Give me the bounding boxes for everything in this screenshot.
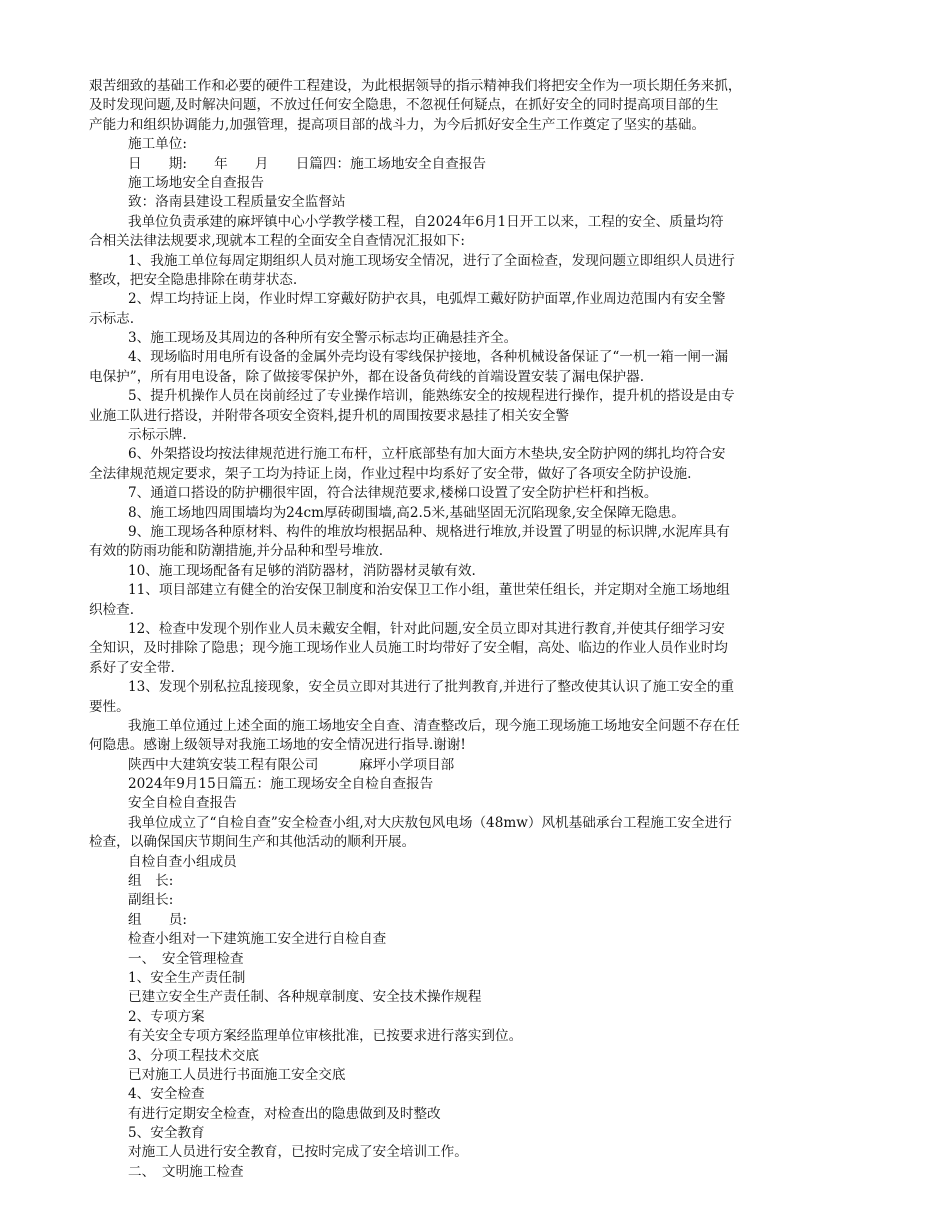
text-line: 4、安全检查 xyxy=(128,1086,205,1103)
text-line: 3、分项工程技术交底 xyxy=(128,1047,259,1064)
text-line: 业施工队进行搭设，并附带各项安全资料,提升机的周围按要求悬挂了相关安全警 xyxy=(89,407,570,424)
text-line: 致：洛南县建设工程质量安全监督站 xyxy=(128,194,346,211)
text-line: 4、现场临时用电所有设备的金属外壳均设有零线保护接地，各种机械设备保证了“一机一箱一闸一漏 xyxy=(128,349,729,366)
text-line: 我单位成立了“自检自查”安全检查小组,对大庆敖包风电场（48mw）风机基础承台工程施工安全进行 xyxy=(128,814,732,831)
text-line: 检查小组对一下建筑施工安全进行自检自查 xyxy=(128,931,387,948)
text-line: 10、施工现场配备有足够的消防器材，消防器材灵敏有效. xyxy=(128,562,476,579)
text-line: 1、我施工单位每周定期组织人员对施工现场安全情况，进行了全面检查，发现问题立即组织人员进行 xyxy=(128,252,735,269)
text-line: 6、外架搭设均按法律规范进行施工布杆，立杆底部垫有加大面方木垫块,安全防护网的绑扎均符合安 xyxy=(128,446,726,463)
text-line: 2、专项方案 xyxy=(128,1008,205,1025)
text-line: 日 期: 年 月 日篇四：施工场地安全自查报告 xyxy=(128,155,487,172)
text-line: 11、项目部建立有健全的治安保卫制度和治安保卫工作小组，董世荣任组长，并定期对全施工场地组 xyxy=(128,582,730,599)
text-line: 组 长: xyxy=(128,873,174,890)
text-line: 1、安全生产责任制 xyxy=(128,969,246,986)
text-line: 陕西中大建筑安装工程有限公司 麻坪小学项目部 xyxy=(128,756,455,773)
text-line: 副组长: xyxy=(128,892,174,909)
text-line: 艰苦细致的基础工作和必要的硬件工程建设，为此根据领导的指示精神我们将把安全作为一项长期任务来抓， xyxy=(89,78,742,94)
text-line: 3、施工现场及其周边的各种所有安全警示标志均正确悬挂齐全。 xyxy=(128,330,518,347)
text-line: 2024年9月15日篇五：施工现场安全自检自查报告 xyxy=(128,776,434,793)
text-line: 对施工人员进行安全教育，已按时完成了安全培训工作。 xyxy=(128,1144,468,1161)
text-line: 一、 安全管理检查 xyxy=(128,950,244,967)
text-line: 9、施工现场各种原材料、构件的堆放均根据品种、规格进行堆放,并设置了明显的标识牌,水泥库具有 xyxy=(128,523,730,540)
text-line: 织检查. xyxy=(89,601,135,618)
text-line: 我单位负责承建的麻坪镇中心小学教学楼工程，自2024年6月1日开工以来，工程的安全、质量均符 xyxy=(128,213,724,230)
text-line: 整改，把安全隐患排除在萌芽状态. xyxy=(89,271,298,288)
text-line: 何隐患。感谢上级领导对我施工场地的安全情况进行指导.谢谢! xyxy=(89,737,466,754)
text-line: 施工单位: xyxy=(128,136,187,153)
text-line: 要性。 xyxy=(89,698,130,715)
text-line: 电保护”，所有用电设备，除了做接零保护外，都在设备负荷线的首端设置安装了漏电保护器. xyxy=(89,368,645,385)
text-line: 施工场地安全自查报告 xyxy=(128,174,264,191)
text-line: 合相关法律法规要求,现就本工程的全面安全自查情况汇报如下: xyxy=(89,233,465,250)
text-line: 系好了安全带. xyxy=(89,659,175,676)
text-line: 检查，以确保国庆节期间生产和其他活动的顺利开展。 xyxy=(89,834,416,851)
text-line: 全法律规范规定要求，架子工均为持证上岗，作业过程中均系好了安全带，做好了各项安全防护设施. xyxy=(89,465,692,482)
text-line: 有关安全专项方案经监理单位审核批准，已按要求进行落实到位。 xyxy=(128,1028,523,1045)
text-line: 二、 文明施工检查 xyxy=(128,1163,244,1180)
text-line: 有效的防雨功能和防潮措施,并分品种和型号堆放. xyxy=(89,543,384,560)
text-line: 已建立安全生产责任制、各种规章制度、安全技术操作规程 xyxy=(128,989,482,1006)
text-line: 2、焊工均持证上岗，作业时焊工穿戴好防护衣具，电弧焊工戴好防护面罩,作业周边范围内有安全警 xyxy=(128,291,726,308)
text-line: 5、安全教育 xyxy=(128,1125,205,1142)
text-line: 示标志. xyxy=(89,310,135,327)
text-line: 5、提升机操作人员在岗前经过了专业操作培训，能熟练安全的按规程进行操作，提升机的搭设是由专 xyxy=(128,388,735,405)
text-line: 12、检查中发现个别作业人员未戴安全帽，针对此问题,安全员立即对其进行教育,并使其仔细学习安 xyxy=(128,620,725,637)
text-line: 7、通道口搭设的防护棚很牢固，符合法律规范要求,楼梯口设置了安全防护栏杆和挡板。 xyxy=(128,485,658,502)
text-line: 8、施工场地四周围墙均为24cm厚砖砌围墙,高2.5米,基础坚固无沉陷现象,安全保障无隐患。 xyxy=(128,504,685,521)
text-line: 13、发现个别私拉乱接现象，安全员立即对其进行了批判教育,并进行了整改使其认识了施工安全的重 xyxy=(128,679,735,696)
text-line: 全知识，及时排除了隐患；现今施工现场作业人员施工时均带好了安全帽，高处、临边的作业人员作业时均 xyxy=(89,640,728,657)
document-body xyxy=(89,77,864,1182)
text-line: 已对施工人员进行书面施工安全交底 xyxy=(128,1066,346,1083)
text-line: 组 员: xyxy=(128,911,187,928)
text-line: 产能力和组织协调能力,加强管理，提高项目部的战斗力，为今后抓好安全生产工作奠定了坚实的基础。 xyxy=(89,116,706,133)
text-line: 有进行定期安全检查，对检查出的隐患做到及时整改 xyxy=(128,1105,441,1122)
text-line: 我施工单位通过上述全面的施工场地安全自查、清查整改后，现今施工现场施工场地安全问题不存在任 xyxy=(128,717,740,734)
text-line: 安全自检自查报告 xyxy=(128,795,237,812)
text-line: 自检自查小组成员 xyxy=(128,853,237,870)
text-line: 示标示牌. xyxy=(128,427,187,444)
text-line: 及时发现问题,及时解决问题，不放过任何安全隐患，不忽视任何疑点，在抓好安全的同时提高项目部的生 xyxy=(89,97,719,114)
